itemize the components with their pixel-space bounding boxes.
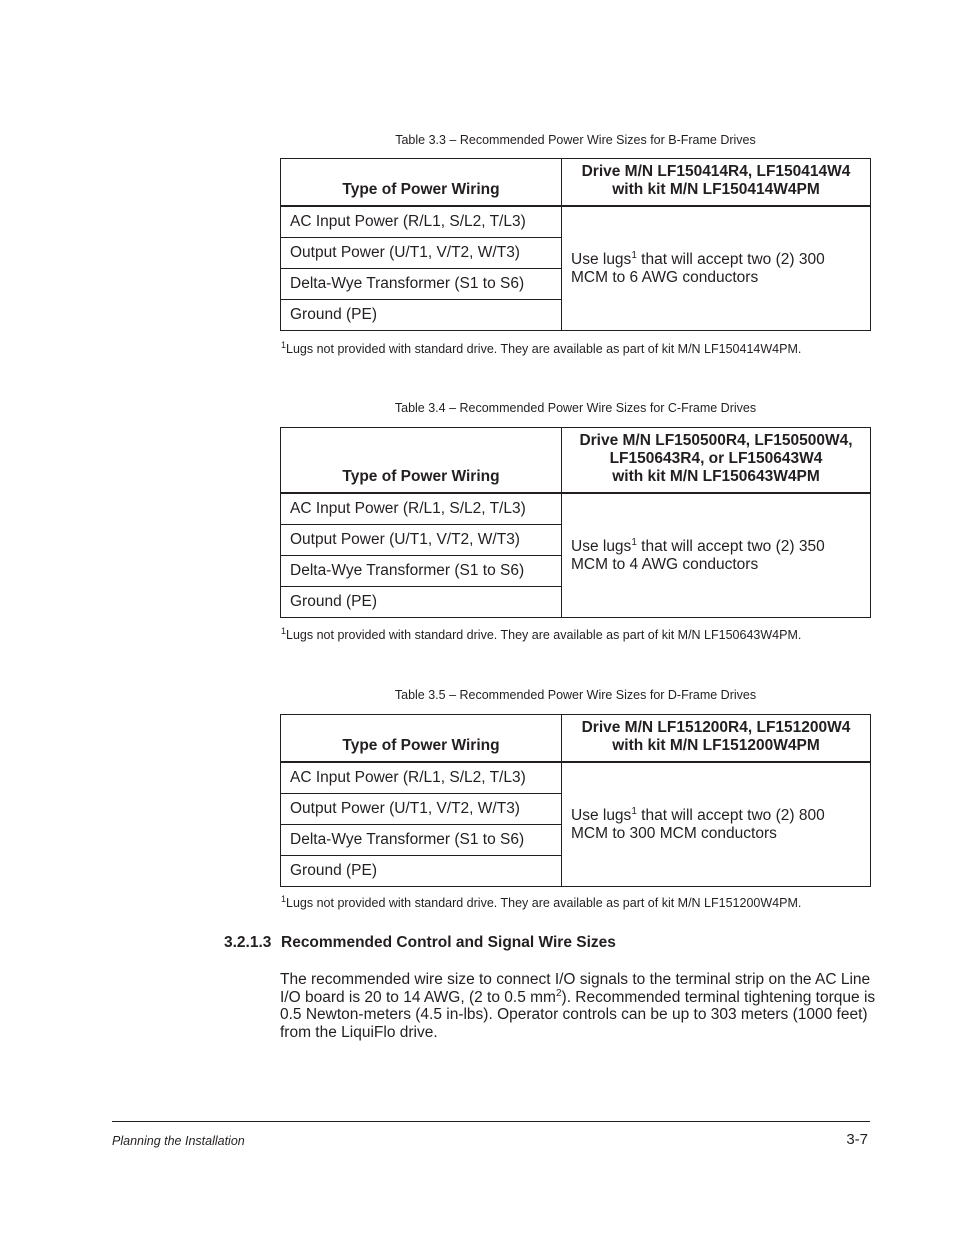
section-number: 3.2.1.3 xyxy=(224,934,272,951)
row-label: Output Power (U/T1, V/T2, W/T3) xyxy=(281,525,562,556)
row-label: Ground (PE) xyxy=(281,587,562,618)
table-header-row xyxy=(281,159,871,207)
column-header-line: Drive M/N LF150500R4, LF150500W4, xyxy=(579,432,853,449)
power-wire-table-d-frame xyxy=(280,714,871,887)
lug-spec-text: that will accept two (2) 350 MCM to 4 AWG conductors xyxy=(571,537,825,573)
footer-chapter-title: Planning the Installation xyxy=(112,1134,245,1148)
power-wire-table-c-frame xyxy=(280,427,871,618)
lug-spec-text: that will accept two (2) 800 MCM to 300 MCM conductors xyxy=(571,806,825,842)
table-header-row xyxy=(281,715,871,763)
footnote-marker: 1 xyxy=(281,894,287,904)
footnote-text: Lugs not provided with standard drive. They are available as part of kit M/N LF150643W4PM. xyxy=(286,628,802,642)
column-header-line: LF150643R4, or LF150643W4 xyxy=(609,450,823,467)
row-label: Ground (PE) xyxy=(281,856,562,887)
paragraph-text: The recommended wire size to connect I/O signals to the terminal strip on the AC Line I/O board is 20 to 14 AWG, (2 to 0.5 mm xyxy=(280,971,871,1006)
row-label: Output Power (U/T1, V/T2, W/T3) xyxy=(281,794,562,825)
column-header-drive xyxy=(562,428,871,494)
table-caption: Table 3.3 – Recommended Power Wire Sizes for B-Frame Drives xyxy=(395,133,756,147)
row-label: AC Input Power (R/L1, S/L2, T/L3) xyxy=(281,762,562,794)
paragraph-text: ). Recommended terminal tightening torque is 0.5 Newton-meters (4.5 in-lbs). Operator controls can be up to 303 meters (1000 feet) from the LiquiFlo drive. xyxy=(280,988,876,1041)
column-header-type: Type of Power Wiring xyxy=(281,428,562,494)
table-footnote xyxy=(281,896,801,910)
footer-divider xyxy=(112,1121,870,1122)
column-header-line: with kit M/N LF150643W4PM xyxy=(612,468,820,485)
column-header-type: Type of Power Wiring xyxy=(281,715,562,763)
lug-spec-cell xyxy=(562,762,871,887)
column-header-line: Drive M/N LF150414R4, LF150414W4 xyxy=(581,163,851,180)
table-header-row xyxy=(281,428,871,494)
row-label: Output Power (U/T1, V/T2, W/T3) xyxy=(281,238,562,269)
footnote-marker: 1 xyxy=(281,340,287,350)
table-footnote xyxy=(281,342,801,356)
section-heading xyxy=(224,934,616,952)
lug-spec-cell xyxy=(562,206,871,331)
footnote-text: Lugs not provided with standard drive. They are available as part of kit M/N LF150414W4PM. xyxy=(286,342,802,356)
power-wire-table-b-frame xyxy=(280,158,871,331)
lug-spec-text: Use lugs xyxy=(571,537,632,555)
lug-spec-text: that will accept two (2) 300 MCM to 6 AWG conductors xyxy=(571,250,825,286)
superscript: 2 xyxy=(555,987,562,999)
footnote-marker: 1 xyxy=(281,626,287,636)
lug-spec-cell xyxy=(562,493,871,618)
page-number: 3-7 xyxy=(846,1131,868,1148)
table-caption: Table 3.5 – Recommended Power Wire Sizes for D-Frame Drives xyxy=(394,688,757,702)
column-header-drive xyxy=(562,159,871,207)
row-label: Delta-Wye Transformer (S1 to S6) xyxy=(281,269,562,300)
footnote-marker: 1 xyxy=(631,249,637,261)
column-header-drive xyxy=(562,715,871,763)
footnote-marker: 1 xyxy=(631,805,637,817)
section-title: Recommended Control and Signal Wire Sizes xyxy=(281,934,616,951)
column-header-line: with kit M/N LF150414W4PM xyxy=(612,181,820,198)
table-caption: Table 3.4 – Recommended Power Wire Sizes for C-Frame Drives xyxy=(394,401,757,415)
row-label: AC Input Power (R/L1, S/L2, T/L3) xyxy=(281,206,562,238)
row-label: Delta-Wye Transformer (S1 to S6) xyxy=(281,556,562,587)
footnote-marker: 1 xyxy=(631,536,637,548)
section-body-paragraph xyxy=(280,971,880,1041)
row-label: Delta-Wye Transformer (S1 to S6) xyxy=(281,825,562,856)
column-header-line: with kit M/N LF151200W4PM xyxy=(612,737,820,754)
row-label: AC Input Power (R/L1, S/L2, T/L3) xyxy=(281,493,562,525)
column-header-type: Type of Power Wiring xyxy=(281,159,562,207)
column-header-line: Drive M/N LF151200R4, LF151200W4 xyxy=(581,719,851,736)
table-row xyxy=(281,493,871,525)
table-row xyxy=(281,762,871,794)
row-label: Ground (PE) xyxy=(281,300,562,331)
table-footnote xyxy=(281,628,801,642)
footnote-text: Lugs not provided with standard drive. They are available as part of kit M/N LF151200W4PM. xyxy=(286,896,802,910)
lug-spec-text: Use lugs xyxy=(571,250,632,268)
table-row xyxy=(281,206,871,238)
lug-spec-text: Use lugs xyxy=(571,806,632,824)
